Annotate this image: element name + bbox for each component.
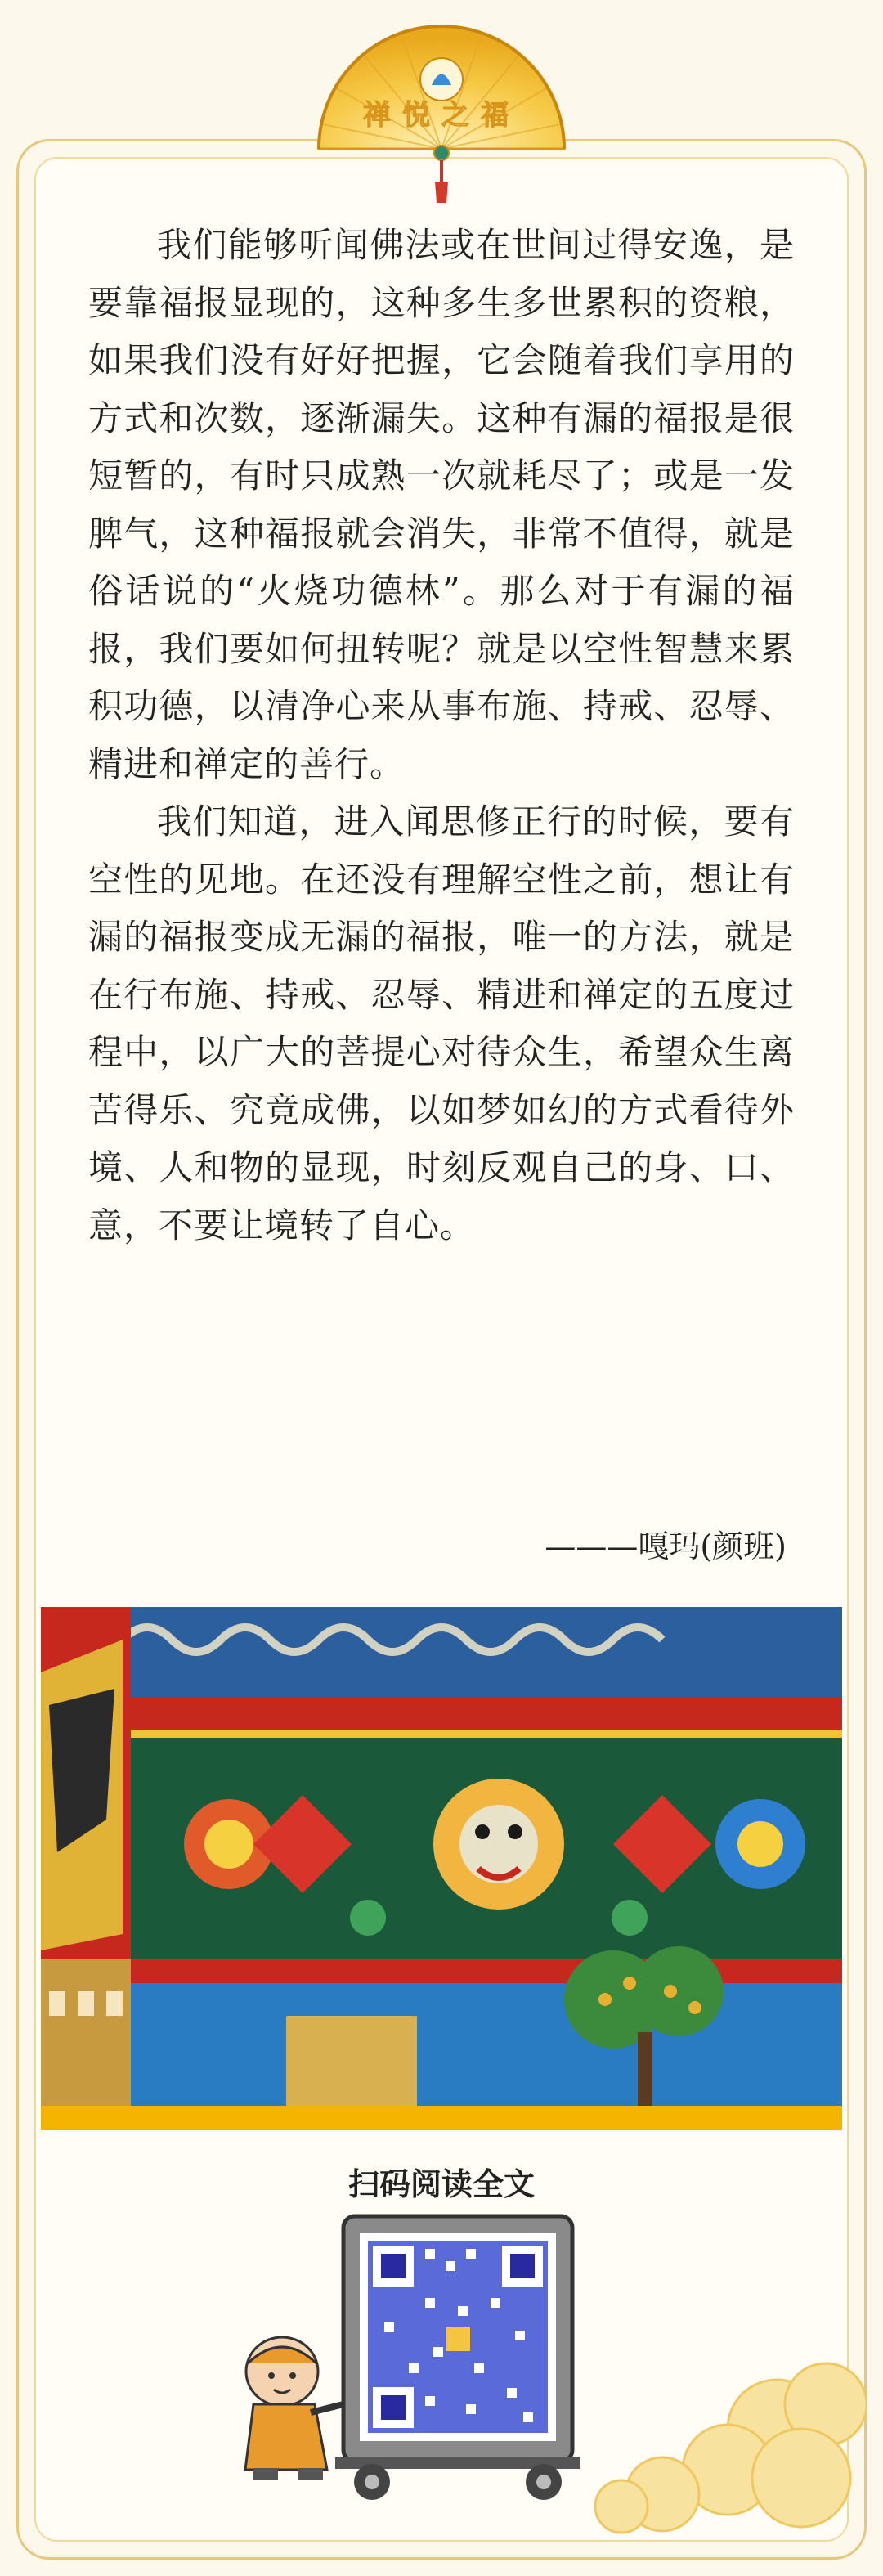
author-signature: ———嘎玛(颜班) — [545, 1528, 787, 1564]
qr-caption: 扫码阅读全文 — [347, 2166, 535, 2202]
paragraph: 我们知道，进入闻思修正行的时候，要有空性的见地。在还没有理解空性之前，想让有漏的福报变成无漏的福报，唯一的方法，就是在行布施、持戒、忍辱、精进和禅定的五度过程中，以广大的菩提心对待众生，希望众生离苦得乐、究竟成佛，以如梦如幻的方式看待外境、人和物的显现，时刻反观自己的身、口、意，不要让境转了自心。 — [88, 801, 795, 1245]
badge-text: 禅悦之福 — [363, 99, 520, 132]
qr-code-icon — [368, 2241, 548, 2433]
paragraph: 我们能够听闻佛法或在世间过得安逸，是要靠福报显现的，这种多生多世累积的资粮，如果我们没有好好把握，它会随着我们享用的方式和次数，逐渐漏失。这种有漏的福报是很短暂的，有时只成熟一次就耗尽了；或是一发脾气，这种福报就会消失，非常不值得，就是俗话说的“火烧功德林”。那么对于有漏的福报，我们要如何扭转呢？就是以空性智慧来累积功德，以清净心来从事布施、持戒、忍辱、精进和禅定的善行。 — [88, 225, 795, 784]
fan-badge-icon — [303, 18, 580, 206]
monk-cartoon-icon — [245, 2337, 343, 2480]
cloud-decoration-icon — [572, 2331, 867, 2543]
mural-photo — [41, 1607, 842, 2106]
yellow-band — [41, 2106, 842, 2130]
article-body — [88, 217, 795, 1254]
